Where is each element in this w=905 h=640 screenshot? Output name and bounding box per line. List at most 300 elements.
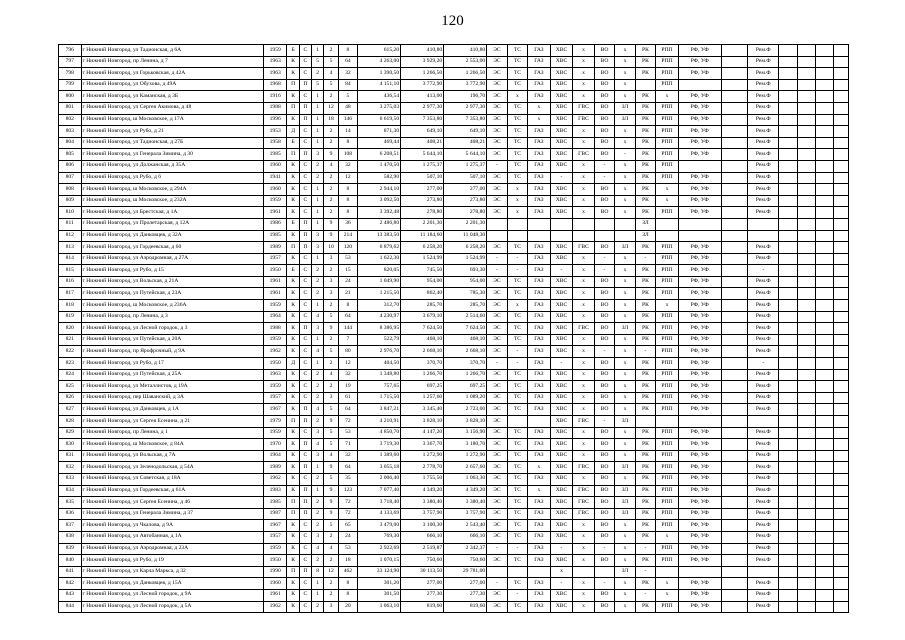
table-cell xyxy=(779,79,797,91)
table-cell: 53 xyxy=(338,427,357,439)
table-cell: 1 272,90 xyxy=(444,450,487,462)
table-cell: 1959 xyxy=(263,45,287,57)
table-cell xyxy=(721,392,748,404)
table-cell: х xyxy=(573,578,595,590)
table-cell: 804 xyxy=(59,137,82,149)
table-cell: ВО xyxy=(594,520,614,532)
table-cell xyxy=(656,416,679,428)
table-cell: РПП xyxy=(656,45,679,57)
table-row xyxy=(59,172,849,184)
table-cell: П xyxy=(287,79,299,91)
table-cell: К xyxy=(287,160,299,172)
table-cell: ТС xyxy=(507,381,527,393)
table-cell: ВО xyxy=(594,184,614,196)
table-cell: П xyxy=(299,566,311,578)
table-cell: Рем.Ф xyxy=(748,195,779,207)
table-row xyxy=(59,520,849,532)
table-cell: К xyxy=(287,56,299,68)
table-cell: РК xyxy=(635,427,655,439)
table-cell: х xyxy=(615,531,635,543)
table-cell: х xyxy=(573,311,595,323)
table-cell xyxy=(748,230,779,242)
table-cell: - xyxy=(615,149,635,161)
table-cell: 2 201,30 xyxy=(444,218,487,230)
page-number: 120 xyxy=(441,13,464,29)
table-cell xyxy=(721,346,748,358)
table-cell xyxy=(721,56,748,68)
table-cell: г Нижний Новгород, ш Московское, д 17А xyxy=(81,114,263,126)
table-cell: х xyxy=(615,450,635,462)
table-cell: ХВС xyxy=(550,300,573,312)
table-cell: 15 xyxy=(338,265,357,277)
table-cell xyxy=(834,520,849,532)
table-cell: 1960 xyxy=(263,578,287,590)
table-cell: - xyxy=(748,265,779,277)
table-cell: П xyxy=(299,462,311,474)
table-cell xyxy=(779,265,797,277)
table-row xyxy=(59,473,849,485)
table-cell: ГАЗ xyxy=(528,543,551,555)
table-cell: ХВС xyxy=(550,207,573,219)
table-cell: С xyxy=(299,288,311,300)
table-row xyxy=(59,126,849,138)
table-cell: г Нижний Новгород, ул Должанская, д 35А xyxy=(81,160,263,172)
table-cell xyxy=(797,450,815,462)
table-cell: 2 xyxy=(312,473,324,485)
table-cell: ВО xyxy=(594,79,614,91)
table-cell xyxy=(834,589,849,601)
table-cell: 108 xyxy=(338,149,357,161)
table-cell: П xyxy=(299,114,311,126)
table-cell: ЭС xyxy=(487,207,507,219)
table-cell: 410,80 xyxy=(401,45,444,57)
table-cell: 278,80 xyxy=(444,207,487,219)
table-cell: 84 xyxy=(338,79,357,91)
table-cell xyxy=(678,79,721,91)
table-cell: ВО xyxy=(594,601,614,613)
table-cell: 3 847,21 xyxy=(358,404,401,416)
table-cell: 1957 xyxy=(263,392,287,404)
table-cell: 954,00 xyxy=(444,276,487,288)
table-cell xyxy=(797,543,815,555)
table-cell xyxy=(816,242,834,254)
table-cell: 2 xyxy=(312,160,324,172)
table-cell: ТС xyxy=(507,485,527,497)
table-cell: 1959 xyxy=(263,543,287,555)
table-cell: С xyxy=(299,56,311,68)
table-cell: 1967 xyxy=(263,404,287,416)
table-cell: Рем.Ф xyxy=(748,473,779,485)
table-cell: 1 xyxy=(312,578,324,590)
table-cell: 4 xyxy=(324,543,338,555)
table-cell: 273,80 xyxy=(401,195,444,207)
table-cell: ГВС xyxy=(573,242,595,254)
table-cell: 1 xyxy=(312,589,324,601)
table-cell: г Нижний Новгород, ул Данковцев, д 1А xyxy=(81,404,263,416)
table-cell: С xyxy=(299,543,311,555)
table-cell xyxy=(834,346,849,358)
table-cell: ВО xyxy=(594,497,614,509)
table-cell xyxy=(721,427,748,439)
table-cell: х xyxy=(615,79,635,91)
table-cell: 2 xyxy=(312,520,324,532)
table-cell: П xyxy=(299,230,311,242)
table-cell: х xyxy=(615,126,635,138)
table-cell: ТС xyxy=(507,578,527,590)
table-cell: 1959 xyxy=(263,381,287,393)
table-cell: - xyxy=(550,265,573,277)
table-cell xyxy=(834,68,849,80)
table-cell: 821 xyxy=(59,334,82,346)
table-cell: 832 xyxy=(59,462,82,474)
table-cell: х xyxy=(615,172,635,184)
table-cell: х xyxy=(615,346,635,358)
table-cell: РПП xyxy=(656,126,679,138)
table-cell: - xyxy=(594,543,614,555)
table-cell xyxy=(797,79,815,91)
table-cell xyxy=(816,276,834,288)
table-cell: 9 xyxy=(324,497,338,509)
table-cell: ЭС xyxy=(487,392,507,404)
table-cell: х xyxy=(615,45,635,57)
table-cell: РФ, УФ xyxy=(678,450,721,462)
table-cell: 123 xyxy=(338,485,357,497)
table-cell: 5 xyxy=(324,439,338,451)
table-cell: 214 xyxy=(338,230,357,242)
table-cell: х xyxy=(615,253,635,265)
table-cell xyxy=(779,242,797,254)
table-cell: С xyxy=(299,207,311,219)
table-cell xyxy=(816,160,834,172)
table-cell: 799 xyxy=(59,79,82,91)
table-cell: ГВС xyxy=(573,323,595,335)
table-cell: Рем.Ф xyxy=(748,172,779,184)
table-cell: 1 470,50 xyxy=(358,160,401,172)
table-cell: Рем.Ф xyxy=(748,68,779,80)
table-cell: 3 xyxy=(324,276,338,288)
table-cell: 7 077,40 xyxy=(358,485,401,497)
table-cell xyxy=(721,184,748,196)
table-cell xyxy=(721,68,748,80)
table-cell: х xyxy=(656,578,679,590)
table-cell: 72 xyxy=(338,497,357,509)
table-cell: ЗЛ xyxy=(615,242,635,254)
table-cell xyxy=(834,427,849,439)
table-cell: 1 215,50 xyxy=(358,288,401,300)
table-cell: РПП xyxy=(656,404,679,416)
table-cell: г Нижний Новгород, ул Вольская, д 21А xyxy=(81,276,263,288)
table-cell: 4 xyxy=(324,68,338,80)
table-cell xyxy=(656,218,679,230)
table-cell: 3 828,10 xyxy=(401,416,444,428)
table-cell: ХВС xyxy=(550,137,573,149)
table-cell: Рем.Ф xyxy=(748,462,779,474)
table-cell xyxy=(550,218,573,230)
table-cell: 1960 xyxy=(263,184,287,196)
table-cell: РФ, УФ xyxy=(678,578,721,590)
table-cell: х xyxy=(573,288,595,300)
table-cell xyxy=(721,566,748,578)
table-cell: 8 xyxy=(338,300,357,312)
table-cell: 1961 xyxy=(263,207,287,219)
table-cell: х xyxy=(615,381,635,393)
table-cell: 824 xyxy=(59,369,82,381)
table-cell: х xyxy=(573,91,595,103)
table-cell: ВО xyxy=(594,473,614,485)
table-cell xyxy=(816,531,834,543)
table-cell xyxy=(779,68,797,80)
table-cell: 840 xyxy=(59,555,82,567)
table-row xyxy=(59,497,849,509)
table-cell: г Нижний Новгород, ул Лесной городок, д 9А xyxy=(81,589,263,601)
table-cell: х xyxy=(615,288,635,300)
table-cell: х xyxy=(615,404,635,416)
table-cell: Б xyxy=(287,137,299,149)
table-cell: П xyxy=(287,242,299,254)
table-cell: 4 xyxy=(312,439,324,451)
table-cell: г Нижний Новгород, ул Аэродромная, д 27А xyxy=(81,253,263,265)
table-cell: Рем.Ф xyxy=(748,323,779,335)
table-cell: ЭС xyxy=(487,288,507,300)
table-cell: 2 977,30 xyxy=(444,102,487,114)
table-cell: 3 xyxy=(324,601,338,613)
table-cell: х xyxy=(507,300,527,312)
table-cell: С xyxy=(299,346,311,358)
table-cell: 3 055,18 xyxy=(358,462,401,474)
table-cell: С xyxy=(299,172,311,184)
table-cell: ЭС xyxy=(487,137,507,149)
table-cell: 10 xyxy=(324,242,338,254)
table-cell: 2 976,70 xyxy=(358,346,401,358)
table-cell: ЭС xyxy=(487,311,507,323)
table-cell: 1986 xyxy=(263,218,287,230)
table-cell: 1953 xyxy=(263,126,287,138)
table-cell xyxy=(779,543,797,555)
table-cell: ВО xyxy=(594,45,614,57)
table-cell: ТС xyxy=(507,160,527,172)
table-cell xyxy=(779,172,797,184)
table-cell: 24 xyxy=(338,276,357,288)
table-cell: РПП xyxy=(656,265,679,277)
table-cell: 615,20 xyxy=(358,45,401,57)
table-cell: г Нижний Новгород, ул Чкалова, д 9А xyxy=(81,520,263,532)
table-cell xyxy=(779,531,797,543)
table-cell: 807 xyxy=(59,172,82,184)
table-cell: ТС xyxy=(507,473,527,485)
table-cell xyxy=(797,45,815,57)
table-cell xyxy=(816,56,834,68)
table-cell: ГВС xyxy=(573,508,595,520)
table-cell: 1985 xyxy=(263,497,287,509)
table-cell xyxy=(816,207,834,219)
table-cell: К xyxy=(287,300,299,312)
table-cell: С xyxy=(299,589,311,601)
table-cell: 4 xyxy=(324,160,338,172)
table-cell: Б xyxy=(287,265,299,277)
table-cell xyxy=(834,253,849,265)
table-cell xyxy=(834,172,849,184)
table-cell: 842 xyxy=(59,578,82,590)
table-cell: ВО xyxy=(594,439,614,451)
table-cell: Рем.Ф xyxy=(748,114,779,126)
table-cell xyxy=(797,473,815,485)
table-cell: 71 xyxy=(338,439,357,451)
table-row xyxy=(59,566,849,578)
table-cell: ГАЗ xyxy=(528,45,551,57)
table-cell: ХВС xyxy=(550,242,573,254)
table-cell: ЭС xyxy=(487,45,507,57)
table-cell: РФ, УФ xyxy=(678,473,721,485)
table-cell: П xyxy=(299,497,311,509)
table-cell: 7 353,80 xyxy=(401,114,444,126)
table-row xyxy=(59,91,849,103)
table-cell: х xyxy=(573,589,595,601)
table-cell: 810 xyxy=(59,207,82,219)
table-cell xyxy=(779,508,797,520)
table-cell: РФ, УФ xyxy=(678,346,721,358)
table-cell xyxy=(834,45,849,57)
table-cell: 2 657,60 xyxy=(444,462,487,474)
table-cell: ТС xyxy=(507,427,527,439)
table-cell: РПП xyxy=(656,323,679,335)
table-cell: 3 156,90 xyxy=(444,427,487,439)
table-cell: Рем.Ф xyxy=(748,543,779,555)
table-cell xyxy=(779,462,797,474)
table-cell: ВО xyxy=(594,149,614,161)
table-cell xyxy=(816,369,834,381)
table-cell xyxy=(779,230,797,242)
table-cell: 1 xyxy=(312,253,324,265)
table-cell: ТС xyxy=(507,79,527,91)
table-cell: ВО xyxy=(594,392,614,404)
table-cell xyxy=(721,45,748,57)
table-cell: 820 xyxy=(59,323,82,335)
table-cell xyxy=(834,114,849,126)
table-cell: РПП xyxy=(656,334,679,346)
table-cell: 1983 xyxy=(263,485,287,497)
table-cell xyxy=(779,323,797,335)
table-cell: 2 xyxy=(312,288,324,300)
table-cell: С xyxy=(299,427,311,439)
table-cell: РК xyxy=(635,531,655,543)
table-cell: К xyxy=(287,381,299,393)
table-cell: х xyxy=(573,520,595,532)
table-cell: ГВС xyxy=(573,102,595,114)
table-cell: х xyxy=(615,439,635,451)
table-cell: 64 xyxy=(338,311,357,323)
table-cell: х xyxy=(615,520,635,532)
table-cell: РК xyxy=(635,300,655,312)
table-cell: ГАЗ xyxy=(528,450,551,462)
table-cell: П xyxy=(299,416,311,428)
table-cell xyxy=(507,416,527,428)
table-cell: ВО xyxy=(594,323,614,335)
table-cell xyxy=(834,276,849,288)
table-cell xyxy=(594,230,614,242)
table-cell: х xyxy=(573,253,595,265)
table-cell: 1 xyxy=(312,334,324,346)
table-cell xyxy=(816,358,834,370)
table-cell: 408,21 xyxy=(444,137,487,149)
table-cell: РФ, УФ xyxy=(678,358,721,370)
table-cell: 1988 xyxy=(263,323,287,335)
table-cell xyxy=(721,218,748,230)
table-cell: 750,60 xyxy=(401,555,444,567)
table-cell: ЭС xyxy=(487,195,507,207)
table-cell: 53 xyxy=(338,543,357,555)
table-cell: 1959 xyxy=(263,334,287,346)
table-cell: х xyxy=(573,473,595,485)
table-cell: 1964 xyxy=(263,450,287,462)
table-cell: х xyxy=(615,427,635,439)
table-cell xyxy=(816,91,834,103)
table-cell: 8 xyxy=(338,45,357,57)
table-row xyxy=(59,276,849,288)
table-cell: - xyxy=(550,358,573,370)
table-cell: ЗЛ xyxy=(615,462,635,474)
table-cell: 823 xyxy=(59,358,82,370)
table-cell: ХВС xyxy=(550,439,573,451)
table-cell: 1 524,99 xyxy=(401,253,444,265)
table-cell xyxy=(834,184,849,196)
table-cell: Рем.Ф xyxy=(748,276,779,288)
table-cell: Рем.Ф xyxy=(748,242,779,254)
table-cell: РПП xyxy=(656,497,679,509)
table-cell: 7 624,50 xyxy=(444,323,487,335)
table-cell: х xyxy=(573,68,595,80)
table-cell: 1967 xyxy=(263,520,287,532)
table-cell xyxy=(721,126,748,138)
table-cell: К xyxy=(287,276,299,288)
table-cell: х xyxy=(656,195,679,207)
table-cell xyxy=(816,578,834,590)
table-cell: П xyxy=(299,149,311,161)
table-cell: 5 644,10 xyxy=(444,149,487,161)
table-cell: 522,79 xyxy=(358,334,401,346)
table-cell xyxy=(528,416,551,428)
table-cell xyxy=(779,45,797,57)
table-cell: 1961 xyxy=(263,288,287,300)
table-cell: ВО xyxy=(594,68,614,80)
table-cell: х xyxy=(615,91,635,103)
table-cell: РПП xyxy=(656,358,679,370)
table-cell: ТС xyxy=(507,102,527,114)
table-cell: ВО xyxy=(594,276,614,288)
table-cell: 20 xyxy=(338,601,357,613)
table-cell: г Нижний Новгород, ул Горьковская, д 42А xyxy=(81,68,263,80)
table-cell: ВО xyxy=(594,462,614,474)
table-cell: 797 xyxy=(59,56,82,68)
table-cell xyxy=(816,184,834,196)
table-cell: г Нижний Новгород, ул Аэродромная, д 23А xyxy=(81,543,263,555)
table-cell: ХВС xyxy=(550,114,573,126)
table-cell: г Нижний Новгород, ул Рубо, д 17 xyxy=(81,358,263,370)
table-cell: 1 xyxy=(312,126,324,138)
table-cell: РК xyxy=(635,126,655,138)
table-cell: ТС xyxy=(507,497,527,509)
table-cell: 697,25 xyxy=(444,381,487,393)
table-cell: ГАЗ xyxy=(528,404,551,416)
table-cell: х xyxy=(573,160,595,172)
table-cell: г Нижний Новгород, ш Московское, д 84А xyxy=(81,439,263,451)
table-cell: 1957 xyxy=(263,253,287,265)
table-cell: РК xyxy=(635,439,655,451)
table-cell: ГВС xyxy=(573,416,595,428)
table-cell: С xyxy=(299,555,311,567)
table-cell: х xyxy=(573,184,595,196)
table-cell: ЗЛ xyxy=(635,218,655,230)
table-cell: 1 xyxy=(312,137,324,149)
